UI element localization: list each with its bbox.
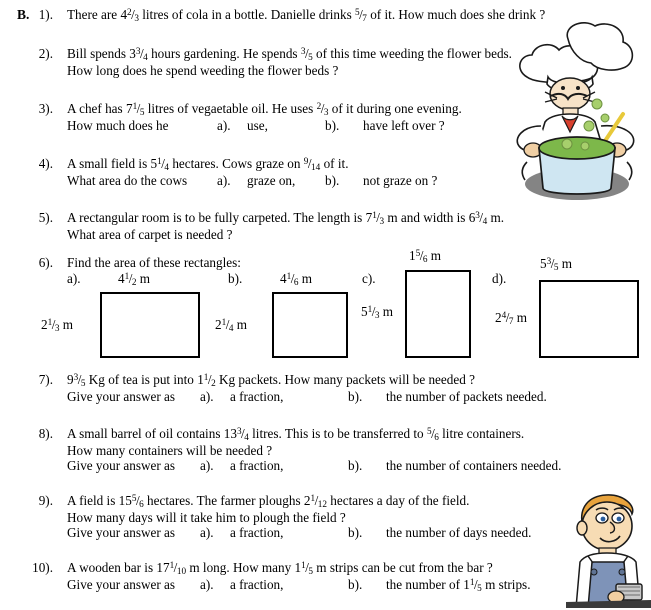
question-7 <box>17 373 637 403</box>
question-3-number: 3). <box>38 101 53 116</box>
fraction-slash: / <box>320 101 325 116</box>
rectangles-diagram-group <box>0 248 651 366</box>
q1-text-b: litres of cola in a bottle. Danielle drinks <box>138 7 356 22</box>
rect-a-side-fraction: $2^1/3$ <box>41 317 60 334</box>
question-10-line-1 <box>67 561 637 576</box>
q2-text-c: of this time weeding the flower beds. <box>312 46 512 61</box>
q4-fraction-2: $^9$/14 <box>303 156 321 173</box>
rectangle-d-part-label: d). <box>492 271 507 286</box>
q5-text-b: m and width is <box>384 210 469 225</box>
q8-option-a-text: a fraction, <box>230 458 284 474</box>
rectangle-b-top-label <box>280 272 312 287</box>
q1-text-a: There are <box>67 7 121 22</box>
question-1-line-1 <box>67 8 617 23</box>
fraction-slash: / <box>304 46 309 61</box>
fraction-slash: / <box>225 317 230 332</box>
q8-subquestion-lead: Give your answer as <box>67 458 176 474</box>
question-2-line-2: How long does he spend weeding the flower beds ? <box>67 63 339 79</box>
fraction-slash: / <box>376 210 380 225</box>
rectangle-c-shape <box>405 270 471 358</box>
q10-text-b: m long. How many <box>186 560 295 575</box>
q9-text-a: A field is <box>67 493 119 508</box>
question-8 <box>17 427 647 473</box>
question-1-number: 1). <box>38 7 53 22</box>
question-8-line-1 <box>67 427 647 442</box>
q3-option-a-label: a). <box>217 118 231 134</box>
q9-text-b: hectares. The farmer ploughs <box>143 493 304 508</box>
question-5-line-1 <box>67 211 637 226</box>
rect-b-top-unit: m <box>298 271 313 286</box>
question-8-line-2: How many containers will be needed ? <box>67 443 273 459</box>
chef-illustration <box>505 22 651 207</box>
rect-d-top-unit: m <box>558 256 573 271</box>
carpenter-illustration <box>566 492 651 608</box>
q10-option-b-text-pre: the number of <box>386 577 464 593</box>
q9-fraction-1: $15^5/6$ <box>118 493 144 510</box>
rectangle-a-shape <box>100 292 200 358</box>
q3-fraction-2: $^2$/3 <box>316 101 329 118</box>
section-letter: B. <box>17 7 30 22</box>
fraction-slash: / <box>173 560 178 575</box>
question-9-body <box>53 494 637 540</box>
q8-text-a: A small barrel of oil contains <box>67 426 224 441</box>
question-7-number: 7). <box>38 372 53 387</box>
q9-subquestion-lead: Give your answer as <box>67 525 176 541</box>
question-9-line-3 <box>67 526 637 539</box>
q4-text-b: hectares. Cows graze on <box>169 156 304 171</box>
question-8-number: 8). <box>38 426 53 441</box>
question-5-number: 5). <box>38 210 53 225</box>
question-7-line-1 <box>67 373 637 388</box>
question-10 <box>17 561 637 594</box>
q7-subquestion-lead: Give your answer as <box>67 389 176 405</box>
fraction-slash: / <box>305 560 309 575</box>
question-6-line-1: Find the area of these rectangles: <box>67 255 241 270</box>
q5-fraction-2: $6^3/4$ <box>468 210 488 227</box>
rect-a-side-unit: m <box>59 317 74 332</box>
fraction-slash: / <box>473 577 478 593</box>
q4-subquestion-lead: What area do the cows <box>67 173 188 189</box>
fraction-slash: / <box>505 310 510 325</box>
q3-fraction-1: $7^1/5$ <box>125 101 145 118</box>
question-9-line-2: How many days will it take him to plough the field ? <box>67 510 346 526</box>
fraction-slash: / <box>359 7 363 22</box>
question-7-body <box>53 373 637 403</box>
question-1 <box>17 8 617 23</box>
rect-a-top-unit: m <box>136 271 151 286</box>
q4-text-c: of it. <box>320 156 349 171</box>
rectangle-b-side-label <box>215 318 247 333</box>
fraction-slash: / <box>307 156 312 171</box>
rectangle-d-shape <box>539 280 639 358</box>
q8-option-a-label: a). <box>200 458 214 474</box>
q3-option-a-text: use, <box>247 118 268 134</box>
fraction-slash: / <box>314 493 319 508</box>
question-9-line-1 <box>67 494 637 509</box>
question-5 <box>17 211 637 241</box>
rect-b-side-fraction: $2^1/4$ <box>215 317 234 334</box>
fraction-slash: / <box>131 7 135 22</box>
q7-option-b-label: b). <box>348 389 363 405</box>
q10-text-c: m strips can be cut from the bar ? <box>312 560 493 575</box>
q10-option-b-label: b). <box>348 577 363 593</box>
q8-option-b-text: the number of containers needed. <box>386 458 562 474</box>
q10-option-b-text-post: m strips. <box>481 577 531 593</box>
q7-option-a-text: a fraction, <box>230 389 284 405</box>
rect-c-top-unit: m <box>427 248 442 263</box>
q8-text-b: litres. This is to be transferred to <box>248 426 427 441</box>
q3-subquestion-lead: How much does he <box>67 118 169 134</box>
rect-c-side-unit: m <box>379 304 394 319</box>
q7-option-a-label: a). <box>200 389 214 405</box>
q2-fraction-1: $3^3/4$ <box>129 46 148 63</box>
fraction-slash: / <box>550 256 555 271</box>
fraction-slash: / <box>371 304 376 319</box>
question-9 <box>17 494 637 540</box>
question-8-body <box>53 427 647 473</box>
question-2-number: 2). <box>38 46 53 61</box>
q5-fraction-1: $7^1/3$ <box>365 210 385 227</box>
fraction-slash: / <box>128 271 133 286</box>
rectangle-c-top-label <box>409 249 441 264</box>
q9-option-b-text: the number of days needed. <box>386 525 532 541</box>
rectangle-d-top-label <box>540 257 572 272</box>
q4-option-a-label: a). <box>217 173 231 189</box>
q4-option-a-text: graze on, <box>247 173 296 189</box>
rect-c-side-fraction: $5^1/3$ <box>361 304 380 321</box>
q8-fraction-1: $13^3/4$ <box>223 426 249 443</box>
q5-text-a: A rectangular room is to be fully carpeted. The length is <box>67 210 366 225</box>
rect-a-top-fraction: $4^1/2$ <box>118 271 137 288</box>
rectangle-b-part-label: b). <box>228 271 243 286</box>
q3-text-c: of it during one evening. <box>328 101 462 116</box>
q1-fraction-1: $4^2/3$ <box>120 7 139 24</box>
q2-fraction-2: $^3$/5 <box>300 46 313 63</box>
q8-fraction-2: $^5$/6 <box>426 426 439 443</box>
q4-option-b-label: b). <box>325 173 340 189</box>
question-10-number: 10). <box>32 560 53 575</box>
q2-text-a: Bill spends <box>67 46 130 61</box>
q3-text-a: A chef has <box>67 101 126 116</box>
q9-text-c: hectares a day of the field. <box>326 493 470 508</box>
question-7-line-2 <box>67 390 637 403</box>
q7-text-b: Kg of tea is put into <box>85 372 198 387</box>
q7-fraction-1: $9^3/5$ <box>67 372 86 389</box>
fraction-slash: / <box>207 372 212 387</box>
q2-text-b: hours gardening. He spends <box>147 46 301 61</box>
q8-text-c: litre containers. <box>438 426 525 441</box>
rect-d-top-fraction: $5^3/5$ <box>540 256 559 273</box>
q7-option-b-text: the number of packets needed. <box>386 389 547 405</box>
question-9-number: 9). <box>38 493 53 508</box>
q3-text-b: litres of vegaetable oil. He uses <box>144 101 317 116</box>
rect-c-top-fraction: $1^5/6$ <box>409 248 428 265</box>
rectangle-c-part-label: c). <box>362 271 376 286</box>
fraction-slash: / <box>479 210 484 225</box>
fraction-slash: / <box>431 426 435 441</box>
question-5-line-2: What area of carpet is needed ? <box>67 227 233 243</box>
rectangle-a-side-label <box>41 318 73 333</box>
fraction-slash: / <box>290 271 295 286</box>
question-8-line-3 <box>67 459 647 472</box>
fraction-slash: / <box>136 101 141 116</box>
q9-option-b-label: b). <box>348 525 363 541</box>
rectangle-c-side-label <box>361 305 393 320</box>
q10-subquestion-lead: Give your answer as <box>67 577 176 593</box>
fraction-slash: / <box>419 248 424 263</box>
rectangle-d-side-label <box>495 311 527 326</box>
q1-text-c: of it. How much does she drink ? <box>366 7 546 22</box>
q3-option-b-text: have left over ? <box>363 118 445 134</box>
q10-option-b-text <box>378 578 531 593</box>
q4-option-b-text: not graze on ? <box>363 173 438 189</box>
rectangle-a-part-label: a). <box>67 271 81 286</box>
rect-b-side-unit: m <box>233 317 248 332</box>
q10-option-a-text: a fraction, <box>230 577 284 593</box>
q8-option-b-label: b). <box>348 458 363 474</box>
fraction-slash: / <box>77 372 82 387</box>
q10-fraction-3: $1^1/5$ <box>463 577 482 594</box>
fraction-slash: / <box>139 46 144 61</box>
q10-fraction-2: $1^1/5$ <box>294 560 313 577</box>
q7-fraction-2: $1^1/2$ <box>197 372 216 389</box>
question-10-body <box>53 561 637 594</box>
question-6-number: 6). <box>38 255 53 270</box>
q5-text-c: m. <box>487 210 505 225</box>
q10-option-a-label: a). <box>200 577 214 593</box>
q9-fraction-2: $2^1/12$ <box>303 493 327 510</box>
question-4-number: 4). <box>38 156 53 171</box>
q9-option-a-label: a). <box>200 525 214 541</box>
question-10-line-2 <box>67 578 637 593</box>
question-5-body <box>53 211 637 241</box>
fraction-slash: / <box>51 317 56 332</box>
q7-text-c: Kg packets. How many packets will be needed ? <box>215 372 475 387</box>
q4-fraction-1: $5^1/4$ <box>150 156 170 173</box>
rectangle-a-top-label <box>118 272 150 287</box>
q4-text-a: A small field is <box>67 156 151 171</box>
rect-d-side-fraction: $2^4/7$ <box>495 310 514 327</box>
rectangle-b-shape <box>272 292 348 358</box>
rect-b-top-fraction: $4^1/6$ <box>280 271 299 288</box>
q1-fraction-2: $^5$/7 <box>355 7 367 24</box>
question-1-body <box>53 8 617 23</box>
q9-option-a-text: a fraction, <box>230 525 284 541</box>
q3-option-b-label: b). <box>325 118 340 134</box>
fraction-slash: / <box>135 493 140 508</box>
q10-text-a: A wooden bar is <box>67 560 157 575</box>
fraction-slash: / <box>241 426 245 441</box>
rect-d-side-unit: m <box>513 310 528 325</box>
fraction-slash: / <box>161 156 165 171</box>
q10-fraction-1: $17^1/10$ <box>156 560 187 577</box>
